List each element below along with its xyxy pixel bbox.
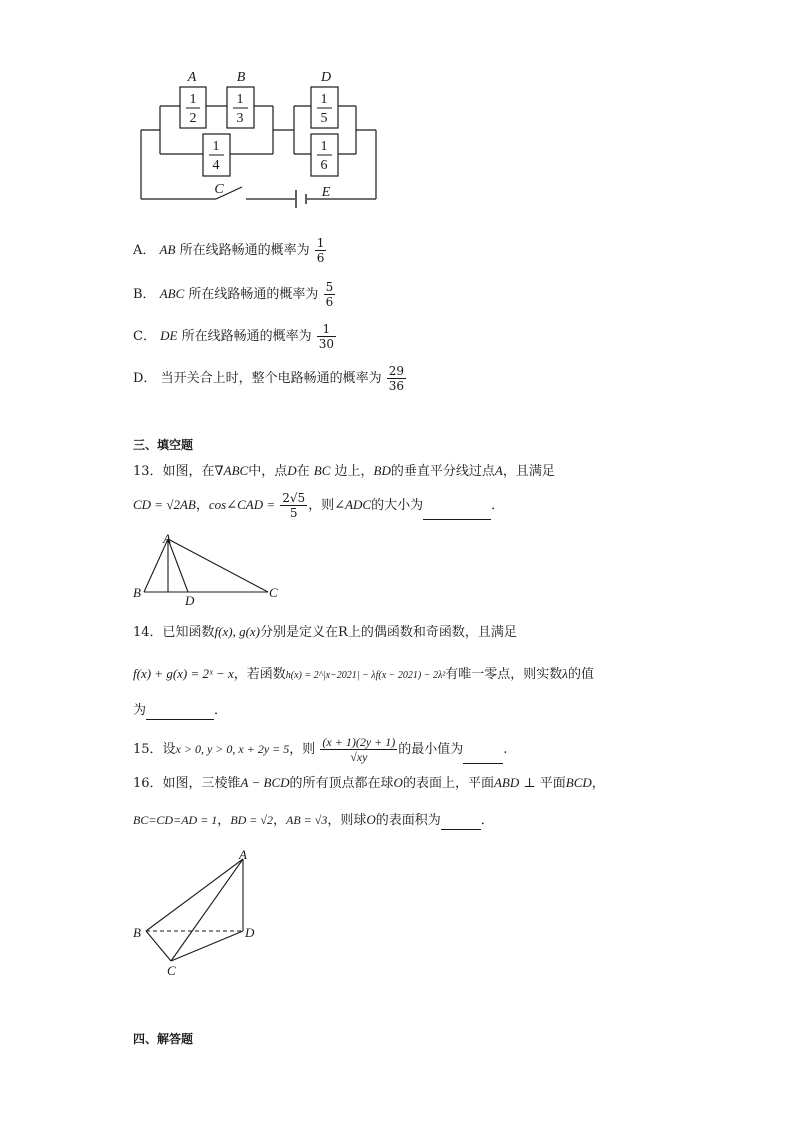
q13-cos-fraction: $\frac{2√5}{5}$ bbox=[282, 491, 306, 520]
option-b: B． ABC 所在线路畅通的概率为 $\frac{5}{6}$ bbox=[133, 280, 334, 309]
q15-fraction: $\frac{(x + 1)(2y + 1)}{√xy}$ bbox=[322, 735, 396, 764]
q14-answer-blank bbox=[146, 705, 214, 720]
q16-label-d: D bbox=[245, 925, 255, 940]
q13-label-c: C bbox=[269, 585, 278, 600]
q16-label-b: B bbox=[133, 925, 141, 940]
box-b-den: 3 bbox=[236, 111, 244, 126]
label-e: E bbox=[321, 185, 331, 200]
box-d-den: 5 bbox=[320, 111, 328, 126]
box-6-den: 6 bbox=[320, 158, 328, 173]
option-d-fraction: $\frac{29}{36}$ bbox=[388, 364, 405, 393]
box-b-num: 1 bbox=[236, 92, 244, 107]
box-a-den: 2 bbox=[189, 111, 197, 126]
label-b: B bbox=[236, 70, 246, 85]
q13-triangle-figure bbox=[130, 530, 290, 608]
box-4-num: 1 bbox=[212, 139, 220, 154]
label-c: C bbox=[214, 182, 224, 197]
q13-line1: 13．如图，在∇ABC中，点D在 BC 边上，BD的垂直平分线过点A，且满足 bbox=[133, 463, 555, 479]
box-a-num: 1 bbox=[189, 92, 197, 107]
q15-answer-blank bbox=[463, 749, 503, 764]
box-6-num: 1 bbox=[320, 139, 328, 154]
option-d: D． 当开关合上时，整个电路畅通的概率为 $\frac{29}{36}$ bbox=[133, 364, 405, 393]
circuit-diagram bbox=[130, 66, 390, 212]
q13-label-d: D bbox=[185, 593, 195, 608]
option-b-fraction: $\frac{5}{6}$ bbox=[325, 280, 334, 309]
option-a-fraction: $\frac{1}{6}$ bbox=[316, 236, 325, 265]
option-c-fraction: $\frac{1}{30}$ bbox=[318, 322, 335, 351]
q14-line1: 14．已知函数f(x), g(x)分别是定义在R上的偶函数和奇函数，且满足 bbox=[133, 624, 517, 640]
q16-pyramid-figure bbox=[130, 845, 270, 980]
q14-line2: f(x) + g(x) = 2ˣ − x，若函数h(x) = 2^|x−2021| − λf(x − 2021) − 2λ²有唯一零点，则实数λ的值 bbox=[133, 666, 594, 682]
q15-line: 15．设x > 0, y > 0, x + 2y = 5，则 $\frac{(x + 1)(2y + 1)}{√xy}$ 的最小值为 . bbox=[133, 735, 508, 764]
section-heading-answer: 四、解答题 bbox=[133, 1032, 194, 1046]
q16-label-c: C bbox=[167, 963, 176, 978]
box-4-den: 4 bbox=[212, 158, 220, 173]
q13-answer-blank bbox=[423, 505, 491, 520]
q13-line2: CD = √2AB，cos∠CAD = $\frac{2√5}{5}$ ，则∠ADC的大小为 ． bbox=[133, 491, 505, 520]
q16-line2: BC=CD=AD = 1，BD = √2，AB = √3，则球O的表面积为 ． bbox=[133, 812, 494, 828]
label-a: A bbox=[187, 70, 197, 85]
q16-line1: 16．如图，三棱锥A − BCD的所有顶点都在球O的表面上，平面ABD ⊥ 平面BCD， bbox=[133, 775, 605, 791]
q13-label-a: A bbox=[163, 531, 171, 546]
box-d-num: 1 bbox=[320, 92, 328, 107]
q16-label-a: A bbox=[239, 847, 247, 862]
option-a: A． AB 所在线路畅通的概率为 $\frac{1}{6}$ bbox=[133, 236, 325, 265]
label-d: D bbox=[320, 70, 332, 85]
section-heading-fill-in: 三、填空题 bbox=[133, 438, 194, 452]
option-c: C． DE 所在线路畅通的概率为 $\frac{1}{30}$ bbox=[133, 322, 335, 351]
q16-answer-blank bbox=[441, 815, 481, 830]
q14-line3: 为 ． bbox=[133, 703, 228, 718]
q13-label-b: B bbox=[133, 585, 141, 600]
